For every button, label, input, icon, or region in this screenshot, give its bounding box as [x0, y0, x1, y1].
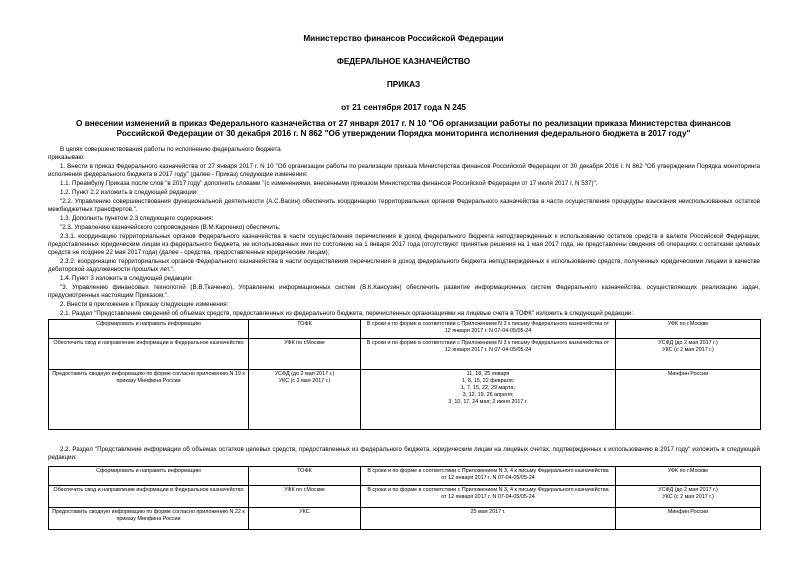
table-row: [49, 508, 761, 530]
table-cell: В сроки и по форме в соответствии с Приложением N 3, 4 к письму Федерального казначейства от 12 января 2017 г. N 07-04-05/05-24: [361, 486, 616, 508]
table-cell: Предоставить сводную информацию по форме согласно приложению N 22 к приказу Минфина России: [49, 508, 249, 530]
paragraph-1: 1. Внести в приказ Федерального казначейства от 27 января 2017 г. N 10 "Об организации работы по реализации приказа Министерства финансов Российской Федерации от 30 декабря 2016 г. N 862 "Об утверждении Порядка мониторинга исполнения федерального бюджета в 2017 году" (далее - Приказ) следующие изменения:: [48, 163, 760, 178]
paragraph-1-4-quote: "3. Управлению финансовых технологий (В.В.Ткаченко), Управлению информационных систем (В.К.Кансузян) обеспечить развитие информационных систем Федерального казначейства, осуществляющих реализацию задач, предусмотренных настоящим Приказом.".: [48, 284, 760, 299]
table-cell: В сроки и по форме в соответствии с Приложением N 3 к письму Федерального казначейства от 12 января 2017 г. N 07-04-05/05-24: [361, 320, 616, 339]
doc-title-line-1: О внесении изменений в приказ Федерального казначейства от 27 января 2017 г. N 10 "Об организации работы по реализации приказа Министерства финансов: [76, 119, 731, 128]
table-cell: УФК по г.Москве: [249, 486, 361, 508]
paragraph-2-1: 2.1. Раздел "Представление сведений об объемах средств, предоставленных из федерального бюджета, перечисленных организациями на лицевые счета в ТОФК" изложить в следующей редакции:: [60, 310, 634, 317]
table-cell: УФК по г.Москве: [249, 339, 361, 370]
table-cell: Обеспечить свод и направление информации в Федеральное казначейство: [49, 486, 249, 508]
table-cell: УКС: [249, 508, 361, 530]
table-cell: Сформировать и направить информацию: [49, 467, 249, 486]
table-cell: УФК по г.Москве: [616, 320, 761, 339]
table-row: [49, 370, 761, 430]
paragraph-1-3-quote: "2.3. Управлению казначейского сопровождения (В.М.Карпенко) обеспечить:: [60, 224, 281, 231]
table-cell: 11, 18, 25 января 1, 8, 15, 22 февраля; 1, 7, 15, 22, 29 марта; 3, 12, 19, 26 апреля; 3, 10, 17, 24 мая; 2 июня 2017 г.: [361, 370, 616, 430]
table-cell: Сформировать и направить информацию: [49, 320, 249, 339]
table-cell: УСФД (до 2 мая 2017 г.) УКС (с 2 мая 2017 г.): [616, 339, 761, 370]
paragraph-1-2: 1.2. Пункт 2.2 изложить в следующей редакции:: [60, 189, 198, 196]
paragraph-2: 2. Внести в приложение к Приказу следующие изменения:: [60, 301, 229, 308]
table-row: [49, 320, 761, 339]
paragraph-1-2-quote: "2.2. Управлению совершенствования функциональной деятельности (А.С.Васин) обеспечить координацию территориальных органов Федерального казначейства в части осуществления процедуры взыскания неиспользованных остатков межбюджетных трансфертов.".: [48, 198, 760, 213]
paragraph-1-1: 1.1. Преамбулу Приказа после слов "в 2017 году" дополнить словами "(с изменениями, внесенными приказом Министерства финансов Российской Федерации от 17 июля 2017 г. N 537)".: [60, 180, 598, 187]
intro-purpose: В целях совершенствования работы по исполнению федерального бюджета: [60, 146, 281, 153]
table-cell: УСФД (до 2 мая 2017 г.) УКС (с 2 мая 2017 г.): [616, 486, 761, 508]
table-row: [49, 486, 761, 508]
paragraph-2-3-1: 2.3.1. координацию территориальных органов Федерального казначейства в части осуществления перечисления в доход федерального бюджета неподтвержденных к использованию остатков средств в валюте Российской Федерации, предоставленных юридическим лицам из федерального бюджета, не использованных ими по состоянию на 1 января 2017 года (отсутствуют принятые решения на 1 мая 2017 года, не представлены сведения об операциях с остатками целевых средств не позднее 22 мая 2017 года) (далее - средства, предоставленные юридическим лицам);: [48, 233, 760, 256]
table-row: [49, 339, 761, 370]
table-cell: Обеспечить свод и направление информации в Федеральное казначейство: [49, 339, 249, 370]
ministry-name: Министерство финансов Российской Федерации: [303, 34, 504, 43]
paragraph-2-3-2: 2.3.2. координацию территориальных органов Федерального казначейства в части осуществления перечисления в доход федерального бюджета неподтвержденных к использованию средств, полученных юридическими лицами в качестве дебиторской задолженности прошлых лет.".: [48, 258, 760, 273]
table-cell: В сроки и по форме в соответствии с Приложением N 3, 4 к письму Федерального казначейства от 12 января 2017 г. N 07-04-05/05-24: [361, 467, 616, 486]
table-cell: УФК по г.Москве: [616, 467, 761, 486]
paragraph-1-3: 1.3. Дополнить пунктом 2.3 следующего содержания:: [60, 215, 214, 222]
paragraph-2-2: 2.2. Раздел "Представление информации об объемах остатков целевых средств, предоставленных из федерального бюджета, юридическим лицам на лицевых счетах, подтвержденных к использованию в 2017 году" изложить в следующей редакции:: [48, 446, 760, 461]
table-cell: Минфин России: [616, 370, 761, 430]
paragraph-1-4: 1.4. Пункт 3 изложить в следующей редакции:: [60, 275, 193, 282]
doc-type: ПРИКАЗ: [386, 80, 421, 89]
table-row: [49, 467, 761, 486]
table-cell: Минфин России: [616, 508, 761, 530]
table-cell: ТОФК: [249, 467, 361, 486]
doc-date-number: от 21 сентября 2017 года N 245: [341, 103, 466, 112]
table-cell: Предоставить сводную информацию по форме согласно приложению N 19 к приказу Минфина России: [49, 370, 249, 430]
table-section-2-2: [48, 466, 761, 530]
table-cell: 25 мая 2017 г.: [361, 508, 616, 530]
table-cell: В сроки и по форме в соответствии с Приложением N 3 к письму Федерального казначейства от 12 января 2017 г. N 07-04-05/05-24: [361, 339, 616, 370]
table-cell: ТОФК: [249, 320, 361, 339]
table-cell: УСФД (до 2 мая 2017 г.) УКС (с 2 мая 2017 г.): [249, 370, 361, 430]
table-section-2-1: [48, 319, 761, 430]
intro-order: приказываю:: [48, 154, 85, 161]
treasury-name: ФЕДЕРАЛЬНОЕ КАЗНАЧЕЙСТВО: [336, 57, 471, 66]
doc-title-line-2: Российской Федерации от 30 декабря 2016 г. N 862 "Об утверждении Порядка мониторинга исполнения федерального бюджета в 2017 году": [116, 129, 691, 138]
